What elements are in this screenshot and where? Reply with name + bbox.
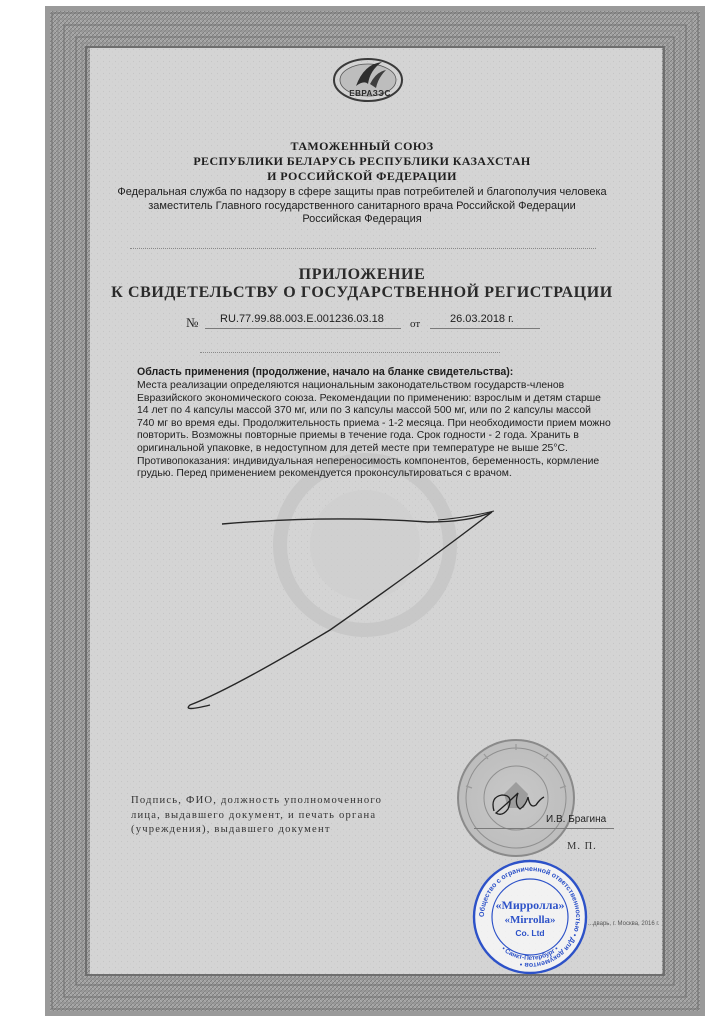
content-line: Места реализации определяются национальным законодательством государств-членов [137, 380, 565, 391]
seal-mark: М. П. [567, 841, 597, 852]
content-line: Евразийского экономического союза. Рекомендации по применению: взрослым и детям старше [137, 392, 601, 404]
content-line: 14 лет по 4 капсулы массой 370 мг, или по 3 капсулы массой 500 мг, или по 2 капсулы массой [137, 405, 591, 417]
signature-caption: лица, выдавшего документ, и печать органа [131, 810, 377, 821]
number-label: № [186, 315, 199, 330]
content-line: повторить. Возможны повторные приемы в течение года. Срок годности - 2 года. Хранить в [137, 430, 579, 442]
stamp-text: Общество с ограниченной ответственностью • Для документов • [478, 865, 582, 969]
registration-number: RU.77.99.88.003.Е.001236.03.18 [220, 313, 384, 325]
content-line: 740 мг во время еды. Продолжительность приема - 1-2 месяца. При необходимости прием можно [137, 417, 611, 429]
signature-caption: Подпись, ФИО, должность уполномоченного [131, 795, 383, 806]
content-heading: Область применения (продолжение, начало на бланке свидетельства): [137, 366, 514, 378]
header-republics: РЕСПУБЛИКИ БЕЛАРУСЬ РЕСПУБЛИКИ КАЗАХСТАН [193, 154, 531, 168]
service-line: Российская Федерация [302, 213, 422, 225]
service-line: заместитель Главного государственного санитарного врача Российской Федерации [148, 199, 576, 212]
signer-name: И.В. Брагина [546, 814, 607, 825]
registration-date: 26.03.2018 г. [450, 313, 514, 325]
stamp-text: Co. Ltd [515, 928, 545, 938]
signature-underline [474, 828, 614, 829]
header-union: ТАМОЖЕННЫЙ СОЮЗ [290, 139, 434, 153]
stamp-text: • Санкт-Петербург • [500, 945, 560, 962]
content-line: грудью. Перед применением рекомендуется проконсультироваться с врачом. [137, 468, 512, 480]
header-federation: И РОССИЙСКОЙ ФЕДЕРАЦИИ [267, 169, 457, 183]
signature-caption: (учреждения), выдавшего документ [131, 824, 331, 835]
document-subtitle: К СВИДЕТЕЛЬСТВУ О ГОСУДАРСТВЕННОЙ РЕГИСТРАЦИИ [111, 284, 613, 301]
content-line: оригинальной упаковке, в недоступном для детей месте при температуре не выше 25°С. [137, 443, 568, 454]
service-line: Федеральная служба по надзору в сфере защиты прав потребителей и благополучия человека [117, 186, 607, 198]
stamp-text: «Mirrolla» [504, 914, 556, 926]
stamp-text: «Мирролла» [495, 898, 565, 912]
company-stamp-icon [470, 857, 590, 977]
handwritten-signature [484, 783, 554, 823]
document-title: ПРИЛОЖЕНИЕ [298, 266, 426, 283]
printer-imprint: ...дварь, г. Москва, 2016 г. [588, 921, 660, 927]
emblem-label: ЕВРАЗЭС [349, 89, 391, 98]
date-label: от [410, 318, 421, 330]
content-line: Противопоказания: индивидуальная непереносимость компонентов, беременность, кормление [137, 455, 600, 467]
